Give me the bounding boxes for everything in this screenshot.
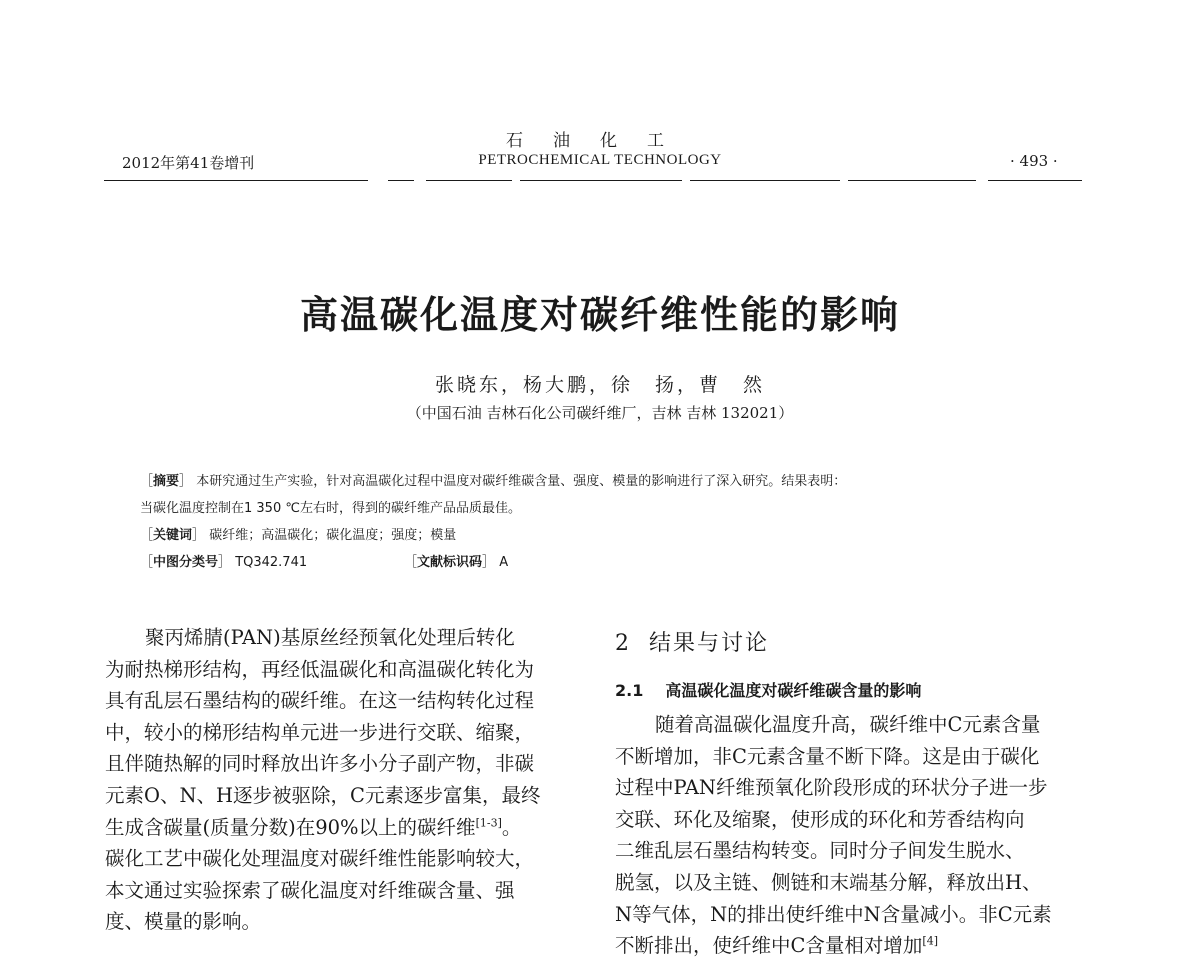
header-rule [988, 180, 1082, 181]
paragraph-line: 交联、环化及缩聚，使形成的环化和芳香结构向 [615, 807, 1025, 831]
abstract-label: 摘要 [153, 474, 180, 489]
subsection-number: 2.1 [615, 681, 644, 700]
issue-label: 2012年第41卷增刊 [122, 154, 255, 172]
body-right-column [615, 709, 1089, 962]
doc-code-label: 文献标识码 [417, 555, 483, 570]
citation: [4] [922, 934, 939, 948]
clc-label: 中图分类号 [153, 555, 219, 570]
affiliation: （中国石油 吉林石化公司碳纤维厂，吉林 吉林 132021） [406, 404, 794, 422]
journal-name-en: PETROCHEMICAL TECHNOLOGY [478, 152, 722, 168]
body-left-column [105, 622, 577, 938]
header-rule [848, 180, 976, 181]
paragraph-line: 随着高温碳化温度升高，碳纤维中C元素含量 [655, 713, 1041, 736]
paper-title: 高温碳化温度对碳纤维性能的影响 [299, 293, 900, 337]
header-rule [426, 180, 512, 181]
subsection-title: 高温碳化温度对碳纤维碳含量的影响 [665, 681, 922, 700]
paragraph-line: 为耐热梯形结构，再经低温碳化和高温碳化转化为 [105, 657, 535, 681]
abstract-text: 当碳化温度控制在1 350 ℃左右时，得到的碳纤维产品品质最佳。 [140, 501, 521, 516]
doc-code-value: A [499, 555, 509, 570]
paragraph-line: 元素O、N、H逐步被驱除，C元素逐步富集，最终 [105, 783, 541, 807]
citation: [1-3] [475, 816, 502, 830]
paragraph-line: 二维乱层石墨结构转变。同时分子间发生脱水、 [615, 839, 1025, 863]
paragraph-line: 具有乱层石墨结构的碳纤维。在这一结构转化过程 [105, 689, 535, 713]
paragraph-line [615, 930, 1089, 962]
paragraph-line: 聚丙烯腈(PAN)基原丝经预氧化处理后转化 [145, 626, 515, 649]
paragraph-line: 不断增加，非C元素含量不断下降。这是由于碳化 [615, 744, 1040, 768]
journal-name-cn: 石油化工 [506, 131, 694, 151]
abstract-line [140, 497, 521, 516]
line-text: 不断排出，使纤维中C含量相对增加 [615, 934, 923, 958]
page-number: · 493 · [1010, 152, 1058, 170]
classification-line: ［中图分类号］ TQ342.741 [140, 555, 308, 570]
keywords-value: 碳纤维；高温碳化；碳化温度；强度；模量 [209, 528, 457, 543]
paragraph-line: 中，较小的梯形结构单元进一步进行交联、缩聚， [105, 720, 535, 744]
line-text: 生成含碳量(质量分数)在90%以上的碳纤维 [105, 815, 476, 839]
authors: 张晓东，杨大鹏，徐 扬，曹 然 [434, 374, 765, 396]
section-number: 2 [615, 631, 631, 656]
header-rule [520, 180, 682, 181]
subsection-heading [615, 678, 921, 701]
paragraph-line: N等气体，N的排出使纤维中N含量减小。非C元素 [615, 902, 1052, 926]
header-rule [388, 180, 414, 181]
paragraph-line [105, 812, 577, 844]
keywords-line: ［关键词］ 碳纤维；高温碳化；碳化温度；强度；模量 [140, 528, 457, 543]
line-end: 。 [501, 815, 522, 839]
clc-value: TQ342.741 [235, 555, 308, 570]
section-title: 结果与讨论 [649, 631, 770, 656]
header-rule [690, 180, 840, 181]
paragraph-line: 碳化工艺中碳化处理温度对碳纤维性能影响较大， [105, 847, 535, 871]
abstract-text: 本研究通过生产实验，针对高温碳化过程中温度对碳纤维碳含量、强度、模量的影响进行了深入研究。结果表明： [196, 474, 847, 489]
keywords-label: 关键词 [153, 528, 193, 543]
paragraph-line: 本文通过实验探索了碳化温度对纤维碳含量、强 [105, 878, 515, 902]
paragraph-line: 脱氢，以及主链、侧链和末端基分解，释放出H、 [615, 870, 1042, 894]
header-rule [104, 180, 368, 181]
abstract-line: ［摘要］ 本研究通过生产实验，针对高温碳化过程中温度对碳纤维碳含量、强度、模量的影响进行了深入研究。结果表明： [140, 474, 847, 489]
paragraph-line: 过程中PAN纤维预氧化阶段形成的环状分子进一步 [615, 776, 1048, 800]
paragraph-line: 度、模量的影响。 [105, 910, 262, 934]
section-heading [615, 626, 769, 657]
doc-code-line: ［文献标识码］ A [404, 555, 509, 570]
paragraph-line: 且伴随热解的同时释放出许多小分子副产物，非碳 [105, 752, 535, 776]
